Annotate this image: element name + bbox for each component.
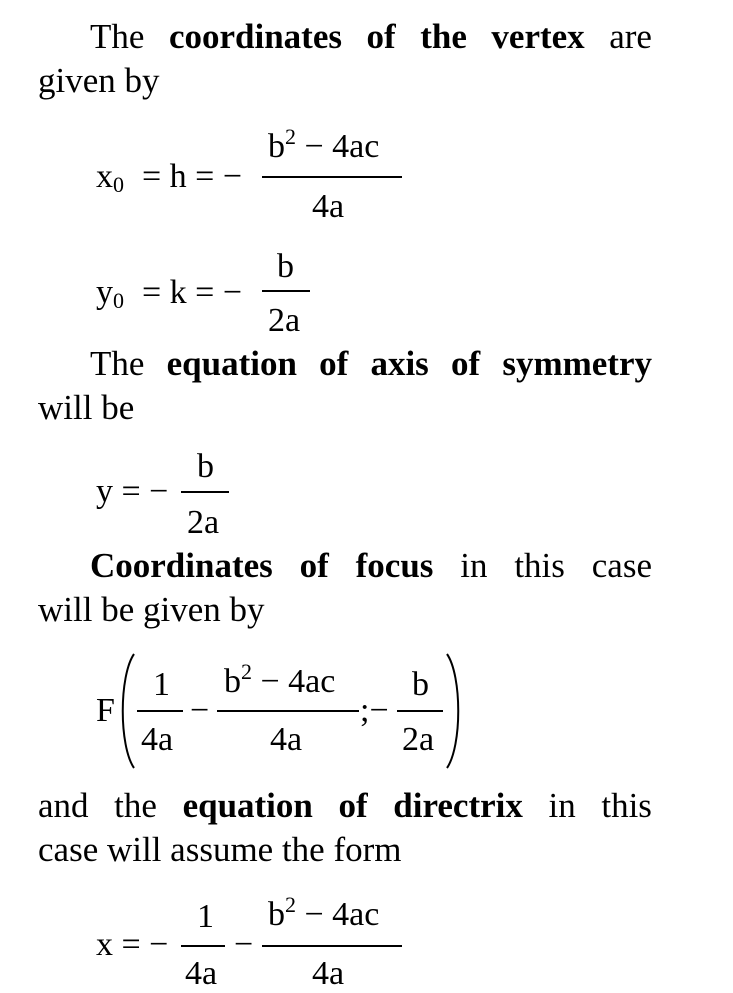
fraction-bar: [262, 945, 402, 947]
term-equation-of-directrix: of: [338, 786, 368, 825]
term-coordinates-of-focus: Coordinates: [90, 546, 273, 585]
fraction-numerator: b: [412, 666, 429, 703]
right-parenthesis: [444, 652, 466, 770]
term-coordinates-of-vertex: vertex: [491, 17, 585, 56]
fraction-denominator: 4a: [185, 955, 218, 992]
eq-operator: −: [234, 926, 254, 963]
word: this: [601, 786, 652, 825]
fraction-bar: [397, 710, 443, 712]
word: The: [90, 17, 145, 56]
eq-lhs: y = −: [96, 473, 169, 510]
fraction-bar: [217, 710, 359, 712]
fraction-denominator: 2a: [187, 504, 220, 541]
term-equation-of-axis: equation: [166, 344, 297, 383]
paragraph-vertex-intro: [38, 15, 652, 103]
term-equation-of-axis: symmetry: [502, 344, 652, 383]
fraction-denominator: 4a: [312, 955, 345, 992]
paragraph-line: given by: [38, 61, 160, 100]
word: The: [90, 344, 145, 383]
left-parenthesis: [115, 652, 137, 770]
fraction-bar: [262, 176, 402, 178]
fraction-numerator: 1: [153, 666, 170, 703]
fraction-bar: [181, 491, 229, 493]
paragraph-directrix-intro: [38, 784, 652, 872]
paragraph-axis-intro: [38, 342, 652, 430]
fraction-bar: [181, 945, 225, 947]
term-coordinates-of-vertex: of: [366, 17, 396, 56]
word: the: [114, 786, 157, 825]
eq-operator: ;−: [360, 692, 389, 729]
eq-operator: −: [190, 692, 210, 729]
fraction-bar: [262, 290, 310, 292]
eq-operator: = k = −: [142, 274, 243, 311]
fraction-denominator: 2a: [268, 302, 301, 339]
fraction-numerator: $b^2 - 4ac$: [268, 124, 380, 165]
paragraph-line: case will assume the form: [38, 830, 402, 869]
fraction-denominator: 4a: [141, 721, 174, 758]
fraction-denominator: 4a: [270, 721, 303, 758]
word: are: [609, 17, 652, 56]
eq-lhs: x = −: [96, 926, 169, 963]
paragraph-line: will be given by: [38, 590, 265, 629]
term-coordinates-of-focus: of: [299, 546, 329, 585]
fraction-denominator: 2a: [402, 721, 435, 758]
fraction-numerator: 1: [197, 898, 214, 935]
fraction-numerator: $b^2 - 4ac$: [224, 659, 336, 700]
eq-operator: = h = −: [142, 158, 243, 195]
eq-lhs: $x_0$: [96, 158, 124, 197]
fraction-numerator: b: [197, 448, 214, 485]
word: in: [460, 546, 488, 585]
fraction-numerator: $b^2 - 4ac$: [268, 892, 380, 933]
term-coordinates-of-vertex: the: [420, 17, 467, 56]
term-equation-of-axis: axis: [370, 344, 429, 383]
term-coordinates-of-vertex: coordinates: [168, 17, 342, 56]
fraction-denominator: 4a: [312, 188, 345, 225]
term-equation-of-directrix: equation: [182, 786, 313, 825]
term-coordinates-of-focus: focus: [355, 546, 434, 585]
word: in: [548, 786, 576, 825]
word: case: [591, 546, 652, 585]
eq-lhs: F: [96, 692, 115, 729]
paragraph-line: will be: [38, 388, 135, 427]
term-equation-of-axis: of: [319, 344, 349, 383]
paragraph-focus-intro: [38, 544, 652, 632]
eq-lhs: $y_0$: [96, 274, 124, 313]
term-equation-of-axis: of: [451, 344, 481, 383]
word: and: [38, 786, 89, 825]
term-equation-of-directrix: directrix: [393, 786, 523, 825]
word: this: [514, 546, 565, 585]
fraction-numerator: b: [277, 248, 294, 285]
fraction-bar: [137, 710, 183, 712]
